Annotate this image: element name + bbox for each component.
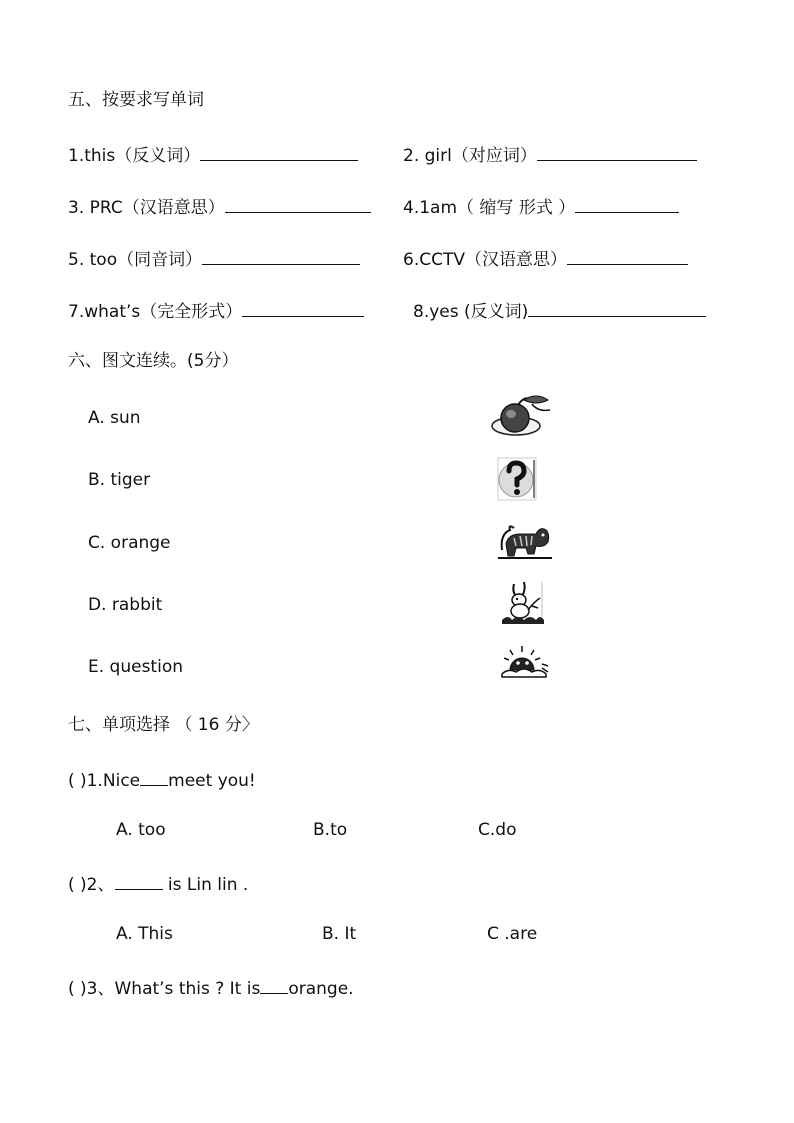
match-word-question[interactable]: E. question (88, 657, 183, 677)
question-text: 2、 (86, 875, 115, 895)
q1-option-a[interactable]: A. too (116, 820, 166, 840)
q2-option-a[interactable]: A. This (116, 924, 173, 944)
answer-blank[interactable] (567, 246, 688, 265)
section5-item-3 (68, 194, 371, 219)
rabbit-picture[interactable] (498, 580, 546, 626)
question-text: 3、What’s this ? It is (86, 979, 261, 999)
match-word-rabbit[interactable]: D. rabbit (88, 595, 163, 615)
answer-bracket[interactable]: ( ) (68, 771, 87, 791)
answer-blank[interactable] (575, 194, 679, 213)
question-blank[interactable] (115, 871, 163, 890)
answer-blank[interactable] (537, 142, 697, 161)
answer-blank[interactable] (225, 194, 371, 213)
question-blank[interactable] (140, 767, 168, 786)
q2-option-c[interactable]: C .are (487, 924, 538, 944)
item-text: 5. too（同音词） (68, 250, 203, 270)
question-text: 1.Nice (86, 771, 141, 791)
question-2 (68, 871, 248, 896)
item-text: 7.what’s（完全形式） (68, 302, 243, 322)
section5-item-6 (403, 246, 688, 271)
orange-picture[interactable] (490, 392, 552, 440)
question-blank[interactable] (260, 975, 288, 994)
answer-blank[interactable] (200, 142, 358, 161)
section7-heading: 七、单项选择 （ 16 分〉 (68, 715, 259, 735)
match-word-orange[interactable]: C. orange (88, 533, 171, 553)
section6-heading: 六、图文连续。(5分） (68, 351, 239, 371)
section5-item-7 (68, 298, 364, 323)
section5-item-1 (68, 142, 358, 167)
q2-option-b[interactable]: B. It (322, 924, 357, 944)
item-text: 8.yes (反义词) (413, 302, 529, 322)
item-text: 3. PRC（汉语意思） (68, 198, 225, 218)
question-1 (68, 767, 256, 792)
answer-blank[interactable] (528, 298, 706, 317)
question-picture[interactable] (496, 456, 540, 502)
question-3 (68, 975, 354, 1000)
answer-blank[interactable] (242, 298, 364, 317)
question-text: orange. (288, 979, 354, 999)
section5-heading: 五、按要求写单词 (68, 90, 204, 110)
match-word-sun[interactable]: A. sun (88, 408, 141, 428)
item-text: 2. girl（对应词） (403, 146, 537, 166)
answer-bracket[interactable]: ( ) (68, 875, 87, 895)
question-text: is Lin lin . (162, 875, 249, 895)
section5-item-2 (403, 142, 697, 167)
section5-item-4 (403, 194, 679, 219)
item-text: 1.this（反义词） (68, 146, 201, 166)
q1-option-c[interactable]: C.do (478, 820, 517, 840)
tiger-picture[interactable] (496, 520, 554, 562)
answer-blank[interactable] (202, 246, 360, 265)
section5-item-5 (68, 246, 360, 271)
item-text: 4.1am（ 缩写 形式 ） (403, 198, 576, 218)
match-word-tiger[interactable]: B. tiger (88, 470, 151, 490)
q1-option-b[interactable]: B.to (313, 820, 348, 840)
answer-bracket[interactable]: ( ) (68, 979, 87, 999)
item-text: 6.CCTV（汉语意思） (403, 250, 567, 270)
question-text: meet you! (168, 771, 256, 791)
section5-item-8 (413, 298, 706, 323)
sun-picture[interactable] (498, 644, 550, 684)
